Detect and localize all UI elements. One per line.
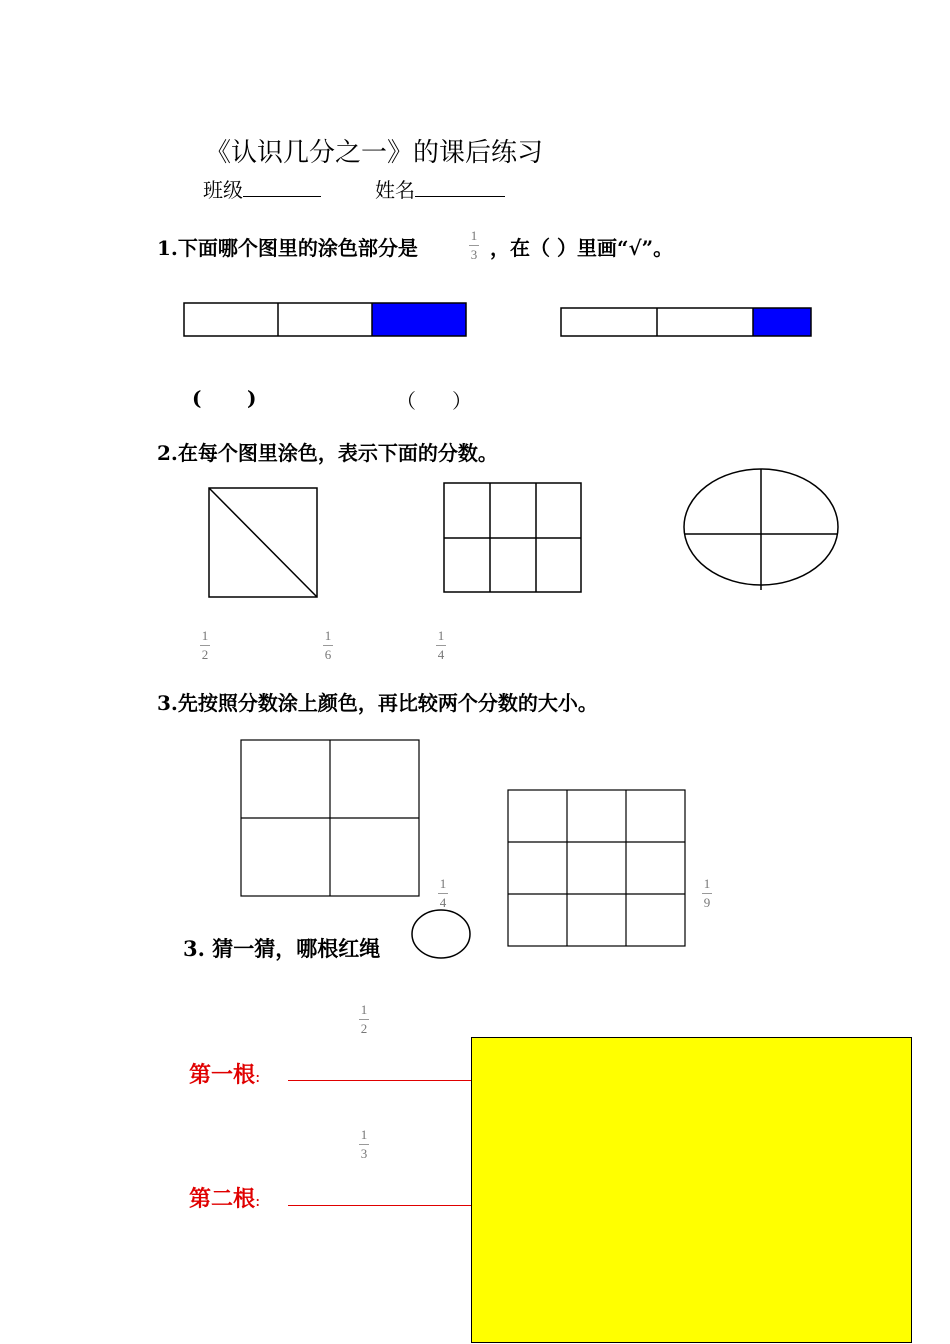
q2-frac-quarter-num: 1 — [437, 628, 445, 643]
q4-fraction-third — [357, 1128, 371, 1161]
q1-text-before: 1.下面哪个图里的涂色部分是 — [157, 236, 418, 260]
worksheet-title: 《认识几分之一》的课后练习 — [205, 138, 544, 168]
q4-frac-half-den: 2 — [360, 1021, 368, 1036]
q2-text: 2.在每个图里涂色，表示下面的分数。 — [157, 441, 498, 465]
q4-fraction-half — [357, 1003, 371, 1036]
rope1-label: 第一根 — [189, 1062, 256, 1088]
q1-frac-num: 1 — [470, 228, 478, 243]
q3-fraction-ninth — [700, 877, 714, 910]
q1-bar-b — [561, 308, 811, 336]
q3-frac-quarter-num: 1 — [439, 876, 447, 891]
q4-frac-third-den: 3 — [360, 1146, 368, 1161]
rope2-label-row — [189, 1182, 260, 1213]
yellow-overlay-box — [471, 1037, 912, 1343]
q1-answer-a-close: ) — [247, 386, 257, 410]
q2-frac-half-num: 1 — [201, 628, 209, 643]
q2-grid-six — [444, 483, 581, 592]
rope1-label-row — [189, 1058, 260, 1089]
q1-frac-den: 3 — [470, 247, 478, 262]
q2-ellipse-quarters — [684, 469, 838, 590]
q3-frac-ninth-bar — [702, 893, 712, 894]
q2-frac-quarter-den: 4 — [437, 647, 445, 662]
q3-frac-ninth-num: 1 — [703, 876, 711, 891]
q1-bar-b-shaded — [753, 308, 811, 336]
q2-frac-half-bar — [200, 645, 210, 646]
q1-bar-a — [184, 303, 466, 336]
compare-oval[interactable] — [410, 908, 474, 962]
q2-fraction-quarter — [434, 629, 448, 662]
q3-frac-quarter-bar — [438, 893, 448, 894]
q4-frac-third-bar — [359, 1144, 369, 1145]
class-label: 班级 — [203, 178, 243, 202]
q2-frac-half-den: 2 — [201, 647, 209, 662]
q4-frac-half-bar — [359, 1019, 369, 1020]
name-label: 姓名 — [375, 178, 415, 202]
q1-answer-b-close: ） — [452, 389, 472, 413]
q3-frac-ninth-den: 9 — [703, 895, 711, 910]
q1-answer-a-open: ( — [192, 386, 202, 410]
q3-grid-nine — [508, 790, 685, 946]
q4-frac-third-num: 1 — [360, 1127, 368, 1142]
q1-answer-b-open: （ — [396, 389, 416, 413]
q2-fraction-half — [198, 629, 212, 662]
q3-text: 3.先按照分数涂上颜色，再比较两个分数的大小。 — [157, 691, 598, 715]
rope1-colon: : — [255, 1067, 261, 1086]
q1-text-after: ，在（ ）里画“√”。 — [490, 236, 674, 260]
rope1-line — [288, 1080, 473, 1081]
q2-frac-sixth-num: 1 — [324, 628, 332, 643]
rope2-line — [288, 1205, 473, 1206]
rope2-colon: : — [255, 1191, 261, 1210]
q2-frac-quarter-bar — [436, 645, 446, 646]
q2-square-diagonal — [209, 488, 317, 597]
q4-text: 3. 猜一猜，哪根红绳 — [183, 936, 381, 961]
rope2-label: 第二根 — [189, 1186, 256, 1212]
q3-fraction-quarter — [436, 877, 450, 910]
q1-bar-a-shaded — [372, 303, 466, 336]
q2-fraction-sixth — [321, 629, 335, 662]
q3-frac-quarter-den: 4 — [439, 895, 447, 910]
q3-grid-four — [241, 740, 419, 896]
q4-frac-half-num: 1 — [360, 1002, 368, 1017]
q2-frac-sixth-bar — [323, 645, 333, 646]
q2-frac-sixth-den: 6 — [324, 647, 332, 662]
